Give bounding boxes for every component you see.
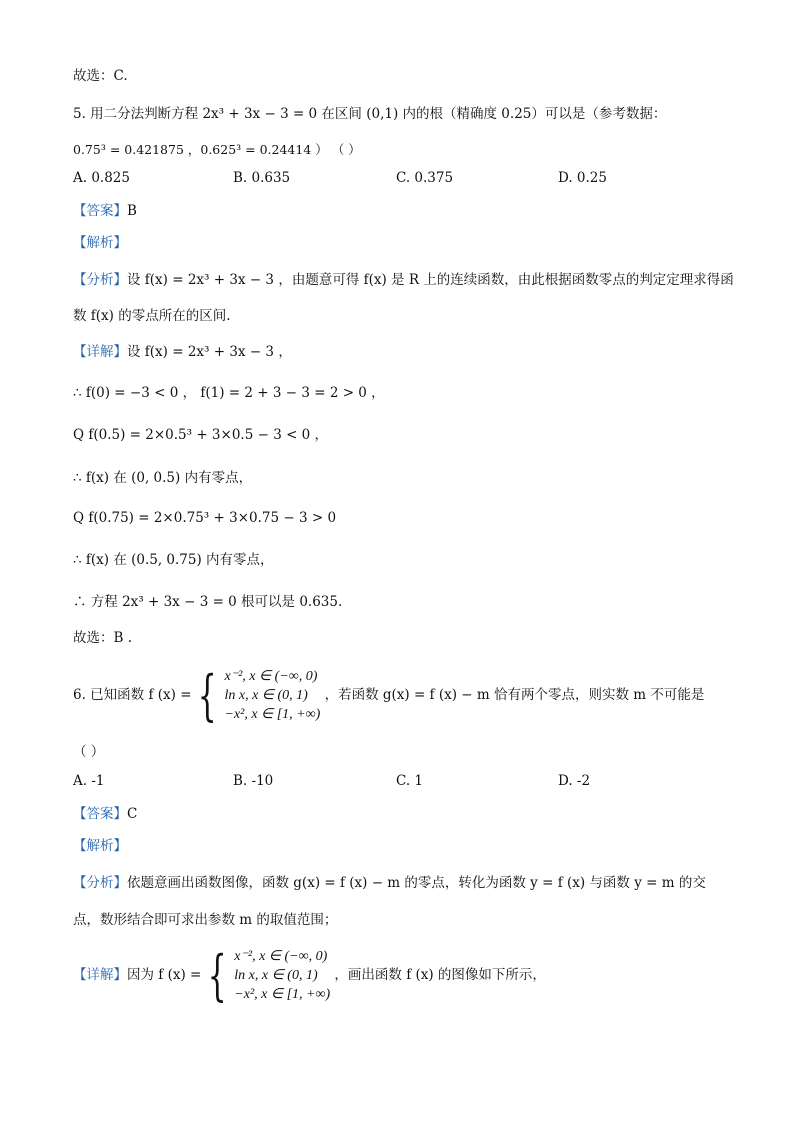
analysis-label: 【分析】 — [73, 875, 127, 891]
answer-value: B — [127, 203, 137, 219]
answer-label: 【答案】 — [73, 203, 127, 219]
q5-analysis-heading: 【解析】 — [73, 235, 127, 251]
q6-analysis — [73, 873, 706, 893]
left-brace: { — [197, 663, 217, 727]
answer-label: 【答案】 — [73, 806, 127, 822]
q5-step-2: Q f(0.5) = 2×0.5³ + 3×0.5 − 3 < 0 ， — [73, 427, 329, 443]
detail-prefix: 因为 f (x) = — [127, 967, 202, 983]
q5-analysis — [73, 270, 734, 290]
analysis-text: 依题意画出函数图像，函数 g(x) = f (x) − m 的零点，转化为函数 y = f (x) 与函数 y = m 的交 — [127, 875, 706, 891]
question-5-stem: 5. 用二分法判断方程 2x³ + 3x − 3 = 0 在区间 (0,1) 内的根（精确度 0.25）可以是（参考数据： — [73, 106, 667, 122]
q5-option-c: C. 0.375 — [396, 170, 454, 186]
case-2: ln x, x ∈ (0, 1) — [224, 688, 308, 703]
analysis-text: 设 f(x) = 2x³ + 3x − 3 ，由题意可得 f(x) 是 R 上的连续函数，由此根据函数零点的判定定理求得函 — [127, 272, 734, 288]
q6-answer — [73, 804, 137, 824]
answer-value: C — [127, 806, 138, 822]
q5-answer — [73, 201, 137, 221]
question-6-stem — [73, 660, 704, 730]
detail-suffix: ，画出函数 f (x) 的图像如下所示， — [334, 967, 546, 983]
q5-detail — [73, 342, 292, 362]
detail-label: 【详解】 — [73, 344, 127, 360]
q6-detail — [73, 940, 546, 1010]
question-5-reference-data: 0.75³ = 0.421875 ，0.625³ = 0.24414 ） （ ） — [73, 142, 361, 157]
q5-step-3: ∴ f(x) 在 (0, 0.5) 内有零点， — [73, 470, 253, 486]
q6-option-b: B. -10 — [233, 773, 274, 789]
piecewise-cases — [224, 667, 320, 724]
q6-analysis-cont: 点，数形结合即可求出参数 m 的取值范围； — [73, 912, 338, 928]
q5-step-1: ∴ f(0) = −3 < 0 ， f(1) = 2 + 3 − 3 = 2 > 0 ， — [73, 385, 385, 401]
detail-text: 设 f(x) = 2x³ + 3x − 3 ， — [127, 344, 292, 360]
left-brace: { — [207, 943, 227, 1007]
case-2: ln x, x ∈ (0, 1) — [234, 968, 318, 983]
case-1: x⁻², x ∈ (−∞, 0) — [234, 949, 328, 964]
q6-paren: （ ） — [73, 744, 105, 760]
q6-prefix: 6. 已知函数 f (x) = — [73, 687, 192, 703]
q5-analysis-cont: 数 f(x) 的零点所在的区间. — [73, 308, 231, 324]
prev-answer-line: 故选：C. — [73, 68, 128, 84]
case-3: −x², x ∈ [1, +∞) — [234, 987, 331, 1002]
q5-step-6: ∴ 方程 2x³ + 3x − 3 = 0 根可以是 0.635. — [73, 594, 343, 610]
piecewise-cases — [234, 947, 330, 1004]
analysis-label: 【分析】 — [73, 272, 127, 288]
q6-option-c: C. 1 — [396, 773, 424, 789]
q5-option-d: D. 0.25 — [558, 170, 607, 186]
q5-conclusion: 故选：B . — [73, 630, 133, 646]
detail-label: 【详解】 — [73, 967, 127, 983]
q5-step-4: Q f(0.75) = 2×0.75³ + 3×0.75 − 3 > 0 — [73, 510, 337, 526]
q6-suffix: ，若函数 g(x) = f (x) − m 恰有两个零点，则实数 m 不可能是 — [324, 687, 705, 703]
case-1: x⁻², x ∈ (−∞, 0) — [224, 669, 318, 684]
case-3: −x², x ∈ [1, +∞) — [224, 707, 321, 722]
q6-analysis-heading: 【解析】 — [73, 838, 127, 854]
q5-step-5: ∴ f(x) 在 (0.5, 0.75) 内有零点， — [73, 552, 274, 568]
q5-option-a: A. 0.825 — [73, 170, 130, 186]
q6-option-a: A. -1 — [73, 773, 105, 789]
q5-option-b: B. 0.635 — [233, 170, 291, 186]
q6-option-d: D. -2 — [558, 773, 591, 789]
